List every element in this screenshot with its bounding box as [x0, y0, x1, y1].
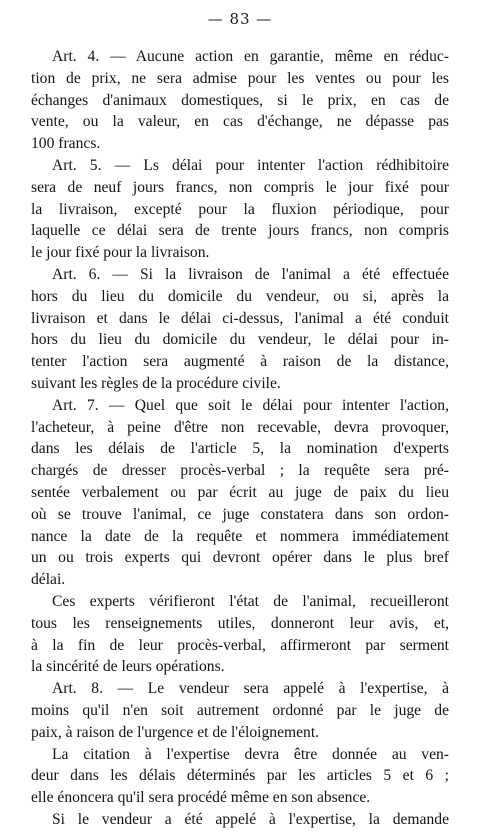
text-line: un ou trois experts qui devront opérer dans le plus bref [31, 549, 449, 567]
text-line: l'acheteur, à peine d'être non recevable, devra provoquer, [31, 418, 449, 436]
text-line: échanges d'animaux domestiques, si le prix, en cas de [31, 91, 449, 109]
text-line: délai. [31, 571, 66, 589]
text-line: Art. 4. — Aucune action en garantie, même en réduc- [52, 48, 449, 65]
text-line: Art. 7. — Quel que soit le délai pour intenter l'action, [52, 396, 449, 414]
paragraph-art-4 [31, 46, 449, 155]
text-line: Ces experts vérifieront l'état de l'animal, recueilleront [52, 592, 449, 610]
text-line: vente, ou la valeur, en cas d'échange, ne dépasse pas [31, 113, 449, 131]
text-line: la livraison, excepté pour la fluxion périodique, pour [31, 200, 449, 218]
text-line: tion de prix, ne sera admise pour les ventes ou pour les [31, 69, 449, 87]
text-line: Art. 5. — Ls délai pour intenter l'action rédhibitoire [52, 156, 449, 174]
paragraph-art-6 [31, 264, 449, 395]
paragraph-experts [31, 591, 449, 678]
text-line: sera de neuf jours francs, non compris le jour fixé pour [31, 178, 449, 196]
text-line: paix, à raison de l'urgence et de l'éloignement. [31, 723, 320, 741]
text-line: la sincérité de leurs opérations. [31, 658, 225, 676]
paragraph-art-5 [31, 155, 449, 264]
text-line: nance la date de la requête et nommera immédiatement [31, 527, 449, 545]
text-line: elle énoncera qu'il sera procédé même en son absence. [31, 789, 371, 807]
text-line: le jour fixé pour la livraison. [31, 244, 210, 262]
paragraph-art-7 [31, 395, 449, 591]
text-line: hors du lieu du domicile du vendeur, le délai pour in- [31, 331, 449, 349]
page-number: — 83 — [207, 10, 273, 28]
paragraph-art-8 [31, 678, 449, 743]
text-line: dans les délais de l'article 5, la nomination d'experts [31, 440, 449, 458]
text-line: sentée verbalement ou par écrit au juge de paix du lieu [31, 483, 449, 501]
text-line: Si le vendeur a été appelé à l'expertise, la demande [52, 810, 449, 828]
text-line: tous les renseignements utiles, donneront leur avis, et, [31, 614, 449, 632]
text-line: Art. 6. — Si la livraison de l'animal a été effectuée [52, 265, 449, 283]
paragraph-vendeur-appele [31, 809, 449, 831]
body-text [31, 46, 449, 831]
text-line: 100 francs. [31, 135, 101, 153]
text-line: chargés de dresser procès-verbal ; la requête sera pré- [31, 462, 449, 480]
text-line: tenter l'action sera augmenté à raison de la distance, [31, 353, 449, 371]
text-line: à la fin de leur procès-verbal, affirmeront par serment [31, 636, 449, 654]
text-line: où se trouve l'animal, ce juge constatera dans son ordon- [31, 505, 449, 523]
text-line: Art. 8. — Le vendeur sera appelé à l'expertise, à [52, 680, 449, 698]
text-line: hors du lieu du domicile du vendeur, ou si, après la [31, 287, 449, 305]
text-line: deur dans les délais déterminés par les articles 5 et 6 ; [31, 767, 449, 785]
text-line: laquelle ce délai sera de trente jours francs, non compris [31, 222, 449, 240]
text-line: moins qu'il n'en soit autrement ordonné par le juge de [31, 701, 449, 719]
text-line: suivant les règles de la procédure civile. [31, 374, 281, 392]
text-line: La citation à l'expertise devra être donnée au ven- [52, 745, 449, 763]
paragraph-citation [31, 744, 449, 809]
text-line: livraison et dans le délai ci-dessus, l'animal a été conduit [31, 309, 449, 327]
